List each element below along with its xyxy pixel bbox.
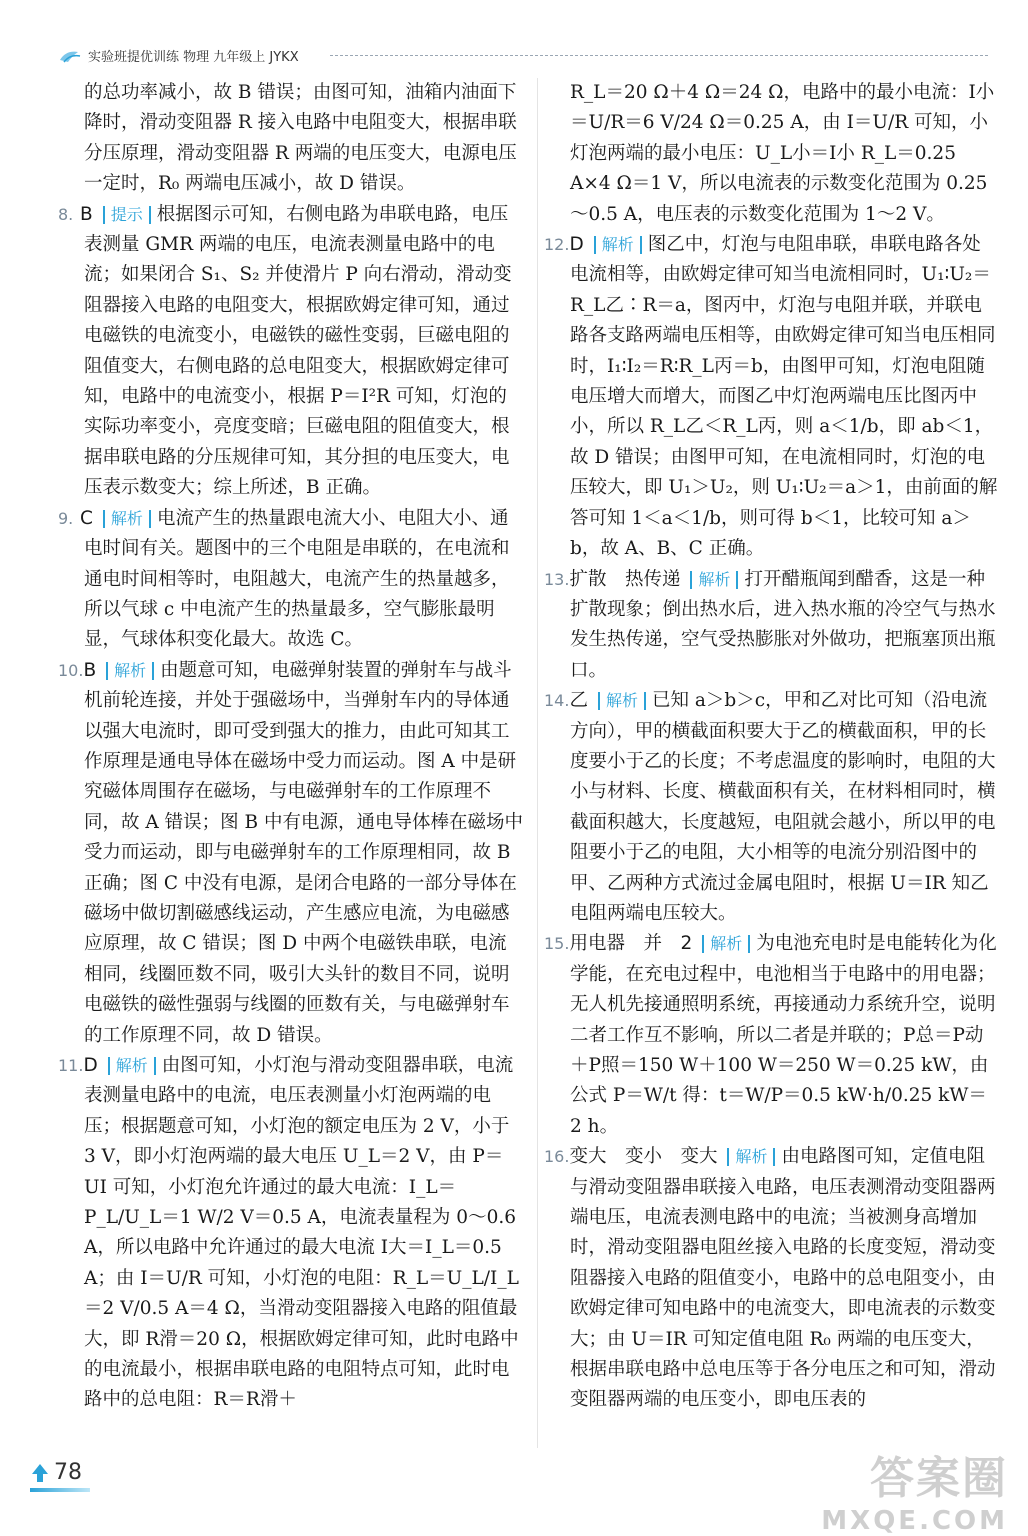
answer-item-15 <box>544 929 998 1142</box>
answer-item-12 <box>544 230 998 564</box>
answer-item-10 <box>58 656 524 1051</box>
answer-item-16 <box>544 1142 998 1416</box>
item-number: 16. <box>544 1147 570 1167</box>
answer-item-14 <box>544 686 998 929</box>
column-divider <box>537 78 538 1448</box>
item-text: R_L＝20 Ω＋4 Ω＝24 Ω，电路中的最小电流：I小＝U/R＝6 V/24 Ω＝0.25 A，由 I＝U/R 可知，小灯泡两端的最小电压：U_L小＝I小 R_L＝0.25 A×4 Ω＝1 V，所以电流表的示数变化范围为 0.25～0.5 A，电压表的示数变化范围为 1～2 V。 <box>570 82 995 225</box>
item-number: 10. <box>58 660 84 680</box>
answer-item-11 <box>58 1051 524 1416</box>
item-text: 打开醋瓶闻到醋香，这是一种扩散现象；倒出热水后，进入热水瓶的冷空气与热水发生热传递，空气受热膨胀对外做功，把瓶塞顶出瓶口。 <box>570 568 996 681</box>
item-number: 14. <box>544 691 570 711</box>
item-answer: 用电器 并 2 <box>569 933 693 955</box>
watermark-main: 答案圈 <box>870 1453 1008 1504</box>
analysis-tag: 解析 <box>103 510 151 528</box>
item-answer: 乙 <box>569 690 588 712</box>
page-number-bar <box>30 1488 90 1492</box>
page-header <box>58 46 299 65</box>
analysis-tag: 解析 <box>727 1148 775 1166</box>
item-number: 13. <box>544 569 570 589</box>
item-text: 由图可知，小灯泡与滑动变阻器串联，电流表测量电路中的电流，电压表测量小灯泡两端的电压；根据题意可知，小灯泡的额定电压为 2 V，小于 3 V，即小灯泡两端的最大电压 U_L＝2 V，由 P＝UI 可知，小灯泡允许通过的最大电流：I_L＝P_L/U_L＝1 W/2 V＝0.5 A，电流表量程为 0～0.6 A，所以电路中允许通过的最大电流 I大＝I_L＝0.5 A；由 I＝U/R 可知，小灯泡的电阻：R_L＝U_L/I_L＝2 V/0.5 A＝4 Ω，当滑动变阻器接入电路的阻值最大，即 R滑＝20 Ω，根据欧姆定律可知，此时电路中的电流最小，根据串联电路的电阻特点可知，此时电路中的总电阻：R＝R滑＋ <box>84 1055 519 1411</box>
item-answer: D <box>83 1055 98 1076</box>
answer-item-9 <box>58 504 524 656</box>
page-number-text: 78 <box>54 1460 82 1485</box>
up-arrow-icon <box>30 1462 50 1484</box>
item-answer: 变大 变小 变大 <box>569 1146 718 1168</box>
item-text: 为电池充电时是电能转化为化学能，在充电过程中，电池相当于电路中的用电器；无人机先接通照明系统，再接通动力系统升空，说明二者工作互不影响，所以二者是并联的；P总＝P动＋P照＝150 W＋100 W＝250 W＝0.25 kW，由公式 P＝W/t 得：t＝W/P＝0.5 kW·h/0.25 kW＝2 h。 <box>570 933 997 1137</box>
answer-item-11-cont <box>570 78 998 230</box>
item-number: 8. <box>58 204 74 224</box>
item-answer: B <box>80 203 93 225</box>
header-title: 实验班提优训练 物理 九年级上 JYKX <box>88 50 299 65</box>
analysis-tag: 解析 <box>594 236 642 254</box>
item-text: 图乙中，灯泡与电阻串联，串联电路各处电流相等，由欧姆定律可知当电流相同时，U₁∶U₂＝R_L乙∶R＝a，图丙中，灯泡与电阻并联，并联电路各支路两端电压相等，由欧姆定律可知当电压相同时，I₁∶I₂＝R∶R_L丙＝b，由图甲可知，灯泡电阻随电压增大而增大，而图乙中灯泡两端电压比图丙中小，所以 R_L乙＜R_L丙，则 a＜1/b，即 ab＜1，故 D 错误；由图甲可知，在电流相同时，灯泡的电压较大，即 U₁＞U₂，则 U₁∶U₂＝a＞1，由前面的解答可知 1＜a＜1/b，则可得 b＜1，比较可知 a＞b，故 A、B、C 正确。 <box>570 234 998 560</box>
item-answer: C <box>80 507 93 529</box>
item-answer: 扩散 热传递 <box>569 568 681 590</box>
item-number: 9. <box>58 508 74 528</box>
item-number: 15. <box>544 934 570 954</box>
right-column <box>544 78 998 1416</box>
left-column <box>58 78 524 1416</box>
answer-item-13 <box>544 565 998 687</box>
page-number <box>30 1460 82 1485</box>
hint-tag: 提示 <box>103 206 151 224</box>
item-number: 11. <box>58 1056 84 1075</box>
analysis-tag: 解析 <box>106 662 154 680</box>
watermark <box>821 1442 1008 1536</box>
book-logo-icon <box>58 48 82 64</box>
item-text: 电流产生的热量跟电流大小、电阻大小、通电时间有关。题图中的三个电阻是串联的，在电流和通电时间相等时，电阻越大，电流产生的热量越多，所以气球 c 中电流产生的热量最多，空气膨胀最明显，气球体积变化最大。故选 C。 <box>84 507 510 651</box>
answer-item-8 <box>58 200 524 504</box>
analysis-tag: 解析 <box>108 1057 156 1075</box>
item-text: 已知 a＞b＞c，甲和乙对比可知（沿电流方向），甲的横截面积要大于乙的横截面积，甲的长度要小于乙的长度；不考虑温度的影响时，电阻的大小与材料、长度、横截面积有关，在材料相同时，横截面积越大，长度越短，电阻就会越小，所以甲的电阻要小于乙的电阻，大小相等的电流分别沿图中的甲、乙两种方式流过金属电阻时，根据 U＝IR 知乙电阻两端电压较大。 <box>570 690 996 924</box>
analysis-tag: 解析 <box>702 935 750 953</box>
answer-item-7-cont <box>84 78 524 200</box>
item-text: 由题意可知，电磁弹射装置的弹射车与战斗机前轮连接，并处于强磁场中，当弹射车内的导体通以强大电流时，即可受到强大的推力，由此可知其工作原理是通电导体在磁场中受力而运动。图 A 中是研究磁体周围存在磁场，与电磁弹射车的工作原理不同，故 A 错误；图 B 中有电源，通电导体棒在磁场中受力而运动，即与电磁弹射车的工作原理相同，故 B 正确；图 C 中没有电源，是闭合电路的一部分导体在磁场中做切割磁感线运动，产生感应电流，为电磁感应原理，故 C 错误；图 D 中两个电磁铁串联，电流相同，线圈匝数不同，吸引大头针的数目不同，说明电磁铁的磁性强弱与线圈的匝数有关，与电磁弹射车的工作原理不同，故 D 错误。 <box>84 659 523 1046</box>
watermark-sub: MXQE.COM <box>821 1506 1008 1536</box>
item-text: 由电路图可知，定值电阻与滑动变阻器串联接入电路，电压表测滑动变阻器两端电压，电流表测电路中的电流；当被测身高增加时，滑动变阻器电阻丝接入电路的长度变短，滑动变阻器接入电路的阻值变小，电路中的总电阻变小，由欧姆定律可知电路中的电流变大，即电流表的示数变大；由 U＝IR 可知定值电阻 R₀ 两端的电压变大，根据串联电路中总电压等于各分电压之和可知，滑动变阻器两端的电压变小，即电压表的 <box>570 1146 996 1411</box>
item-text: 根据图示可知，右侧电路为串联电路，电压表测量 GMR 两端的电压，电流表测量电路中的电流；如果闭合 S₁、S₂ 并使滑片 P 向右滑动，滑动变阻器接入电路的电阻变大，根据欧姆定律可知，通过电磁铁的电流变小，电磁铁的磁性变弱，巨磁电阻的阻值变大，右侧电路的总电阻变大，根据欧姆定律可知，电路中的电流变小，根据 P＝I²R 可知，灯泡的实际功率变小，亮度变暗；巨磁电阻的阻值变大，根据串联电路的分压规律可知，其分担的电压变大，电压表示数变大；综上所述，B 正确。 <box>84 203 512 499</box>
item-answer: B <box>83 659 97 681</box>
item-answer: D <box>569 234 584 256</box>
item-number: 12. <box>544 235 570 255</box>
header-rule <box>330 55 988 56</box>
item-text: 的总功率减小，故 B 错误；由图可知，油箱内油面下降时，滑动变阻器 R 接入电路中电阻变大，根据串联分压原理，滑动变阻器 R 两端的电压变大，电源电压一定时，R₀ 两端电压减小，故 D 错误。 <box>84 82 517 195</box>
analysis-tag: 解析 <box>690 571 738 589</box>
analysis-tag: 解析 <box>598 692 646 710</box>
